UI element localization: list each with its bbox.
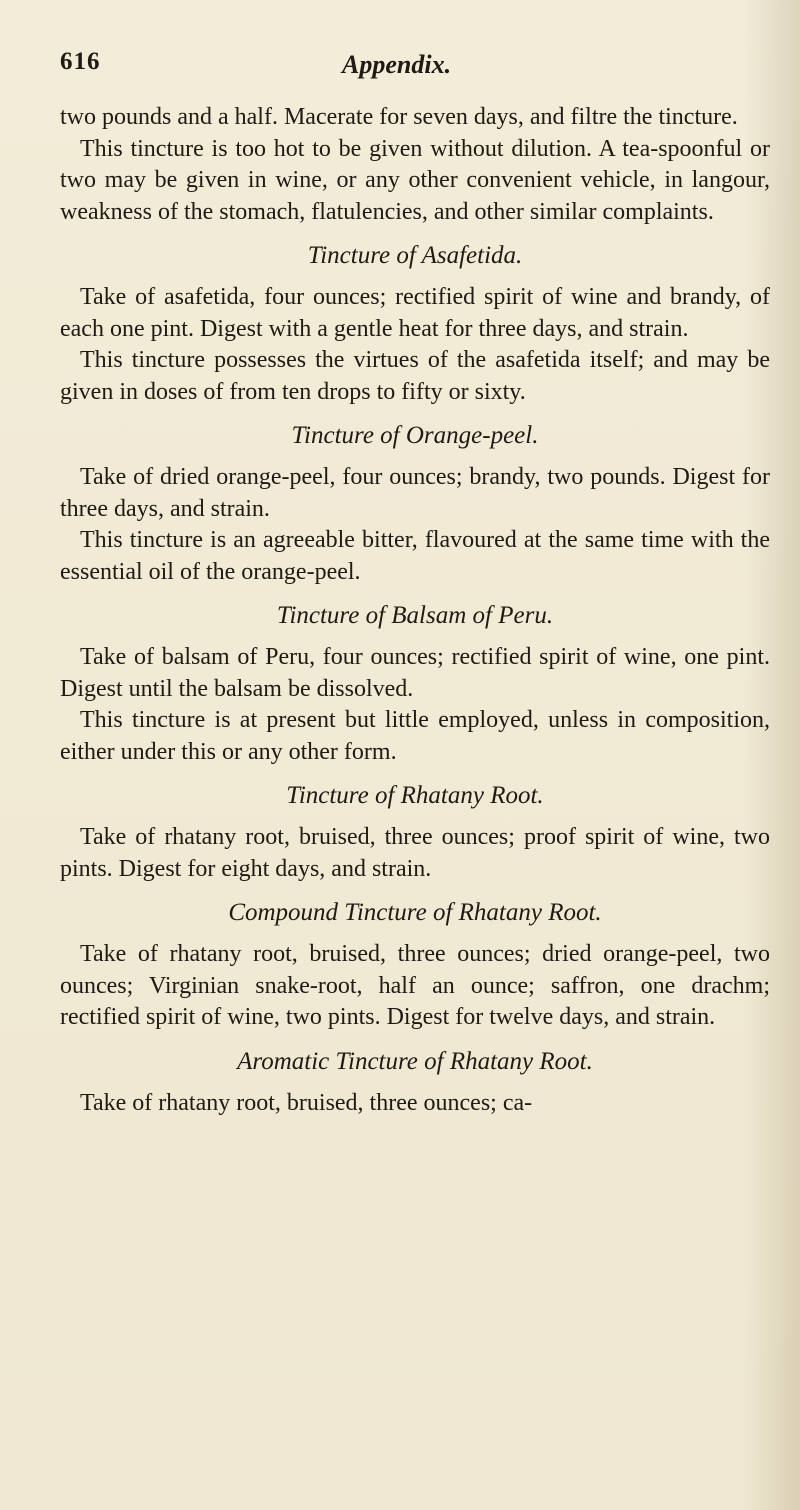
paragraph: Take of balsam of Peru, four ounces; rectified spirit of wine, one pint. Digest until the balsam be dissolved. bbox=[60, 644, 770, 702]
section-compound-tincture-of-rhatany-root bbox=[60, 897, 770, 1034]
paragraph: Take of asafetida, four ounces; rectified spirit of wine and brandy, of each one pint. Digest with a gentle heat for three days, and strain. bbox=[60, 284, 770, 342]
section-heading: Tincture of Orange-peel. bbox=[291, 422, 539, 449]
section-continuation bbox=[60, 102, 770, 228]
section-heading: Tincture of Rhatany Root. bbox=[286, 782, 544, 809]
page-number: 616 bbox=[60, 48, 101, 75]
section-heading: Tincture of Balsam of Peru. bbox=[276, 602, 554, 629]
section-tincture-of-asafetida bbox=[60, 240, 770, 408]
paragraph: two pounds and a half. Macerate for seven days, and filtre the tincture. bbox=[60, 104, 738, 130]
paragraph: This tincture is too hot to be given without dilution. A tea-spoonful or two may be given in wine, or any other convenient vehicle, in langour, weakness of the stomach, flatulencies, and other similar complaints. bbox=[60, 135, 770, 225]
section-heading: Tincture of Asafetida. bbox=[307, 242, 523, 269]
section-tincture-of-rhatany-root bbox=[60, 780, 770, 885]
page-header bbox=[60, 40, 770, 92]
section-tincture-of-orange-peel bbox=[60, 420, 770, 588]
section-tincture-of-balsam-of-peru bbox=[60, 600, 770, 768]
section-heading: Compound Tincture of Rhatany Root. bbox=[228, 899, 602, 926]
section-aromatic-tincture-of-rhatany-root bbox=[60, 1046, 770, 1120]
section-heading: Aromatic Tincture of Rhatany Root. bbox=[237, 1047, 593, 1075]
paragraph: Take of rhatany root, bruised, three ounces; ca- bbox=[80, 1089, 533, 1116]
page-content bbox=[60, 40, 770, 1119]
paragraph: Take of rhatany root, bruised, three ounces; dried orange-peel, two ounces; Virginian snake-root, half an ounce; saffron, one drachm; rectified spirit of wine, two pints. Digest for twelve days, and strain. bbox=[60, 941, 770, 1030]
paragraph: Take of dried orange-peel, four ounces; brandy, two pounds. Digest for three days, and strain. bbox=[60, 464, 770, 522]
paragraph: Take of rhatany root, bruised, three ounces; proof spirit of wine, two pints. Digest for eight days, and strain. bbox=[60, 824, 770, 882]
running-head: Appendix. bbox=[342, 50, 452, 79]
paragraph: This tincture possesses the virtues of the asafetida itself; and may be given in doses of from ten drops to fifty or sixty. bbox=[60, 347, 770, 405]
paragraph: This tincture is an agreeable bitter, flavoured at the same time with the essential oil of the orange-peel. bbox=[60, 527, 770, 585]
paragraph: This tincture is at present but little employed, unless in composition, either under this or any other form. bbox=[60, 707, 770, 765]
